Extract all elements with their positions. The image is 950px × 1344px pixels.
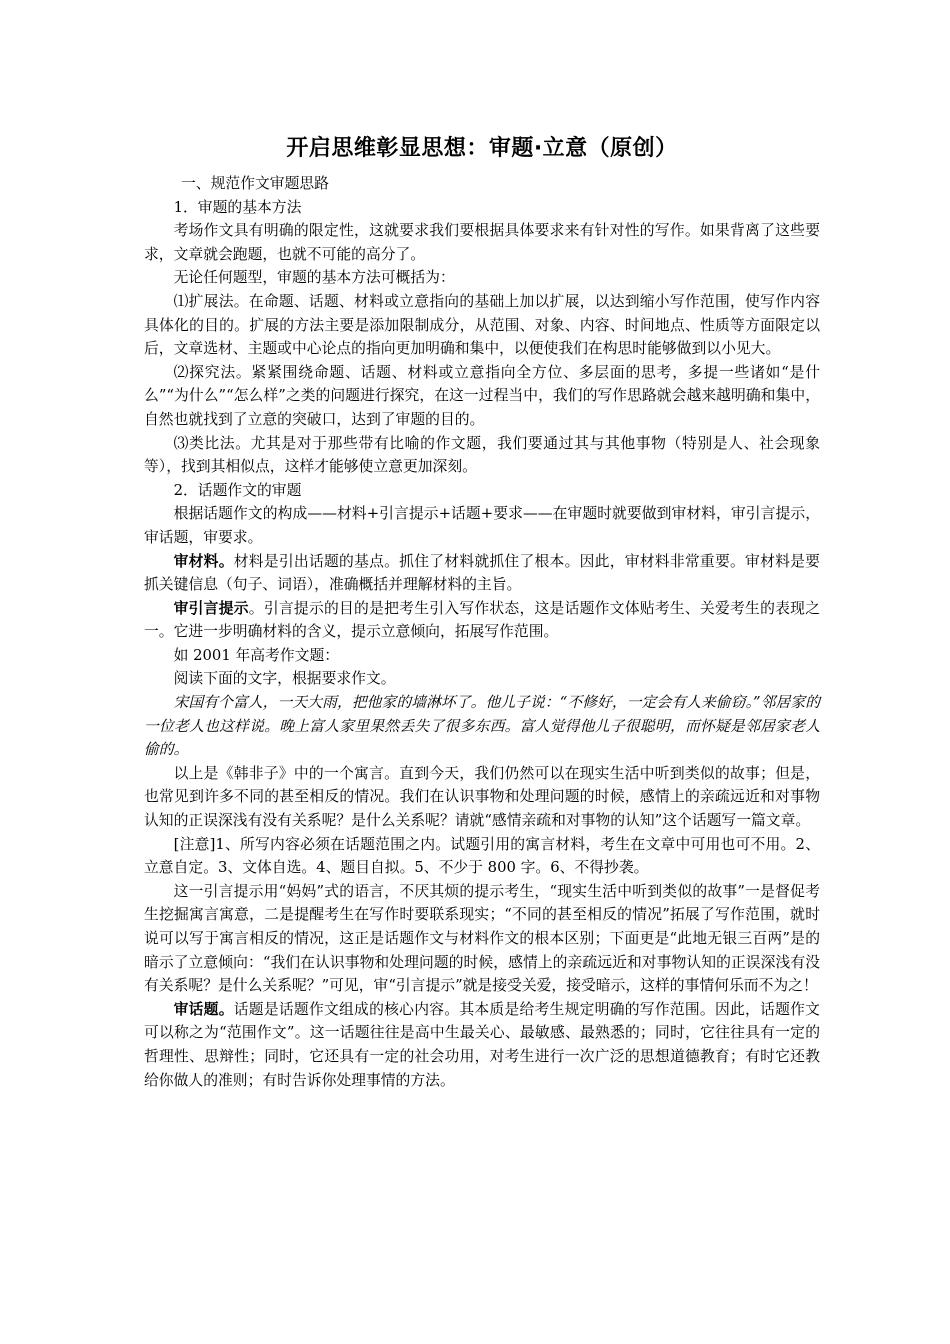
bold-lead: 审话题。 — [173, 1000, 234, 1018]
paragraph: ⑴扩展法。在命题、话题、材料或立意指向的基础上加以扩展，以达到缩小写作范围，使写作内容具体化的目的。扩展的方法主要是添加限制成分，从范围、对象、内容、时间地点、性质等方面限定以后，文章选材、主题或中心论点的指向更加明确和集中，以便使我们在构思时能够做到以小见大。 — [144, 292, 820, 358]
subsection-heading: 1．审题的基本方法 — [173, 198, 302, 216]
paragraph — [144, 998, 820, 1092]
paragraph-text: 材料是引出话题的基点。抓住了材料就抓住了根本。因此，审材料非常重要。审材料是要抓关键信息（句子、词语），准确概括并理解材料的主旨。 — [144, 552, 820, 594]
bold-lead: 审引言提示 — [173, 599, 249, 617]
paragraph: ⑶类比法。尤其是对于那些带有比喻的作文题，我们要通过其与其他事物（特别是人、社会现象等），找到其相似点，这样才能够使立意更加深刻。 — [144, 434, 820, 476]
document-page — [144, 132, 820, 1092]
paragraph: [注意]1、所写内容必须在话题范围之内。试题引用的寓言材料，考生在文章中可用也可不用。2、立意自定。3、文体自选。4、题目自拟。5、不少于 800 字。6、不得抄袭。 — [144, 835, 820, 877]
paragraph: 阅读下面的文字，根据要求作文。 — [173, 670, 396, 688]
paragraph-text: 话题是话题作文组成的核心内容。其本质是给考生规定明确的写作范围。因此，话题作文可以称之为“范围作文”。这一话题往往是高中生最关心、最敏感、最熟悉的；同时，它往往具有一定的哲理性、思辩性；同时，它还具有一定的社会功用，对考生进行一次广泛的思想道德教育；有时它还教给你做人的准则；有时告诉你处理事情的方法。 — [144, 1000, 820, 1089]
paragraph: 以上是《韩非子》中的一个寓言。直到今天，我们仍然可以在现实生活中听到类似的故事；但是，也常见到许多不同的甚至相反的情况。我们在认识事物和处理问题的时候，感情上的亲疏远近和对事物认知的正误深浅有没有关系呢？是什么关系呢？请就“感情亲疏和对事物的认知”这个话题写一篇文章。 — [144, 764, 820, 830]
paragraph: 这一引言提示用“妈妈”式的语言，不厌其烦的提示考生，“现实生活中听到类似的故事”一是督促考生挖掘寓言寓意，二是提醒考生在写作时要联系现实；“不同的甚至相反的情况”拓展了写作范围，就时说可以写于寓言相反的情况，这正是话题作文与材料作文的根本区别；下面更是“此地无银三百两”是的暗示了立意倾向：“我们在认识事物和处理问题的时候，感情上的亲疏远近和对事物认知的正误深浅有没有关系呢？是什么关系呢？”可见，审“引言提示”就是接受关爱，接受暗示，这样的事情何乐而不为之！ — [144, 882, 820, 995]
paragraph: 无论任何题型，审题的基本方法可概括为： — [173, 269, 455, 287]
paragraph — [144, 550, 820, 597]
paragraph: 如 2001 年高考作文题： — [173, 646, 340, 664]
paragraph — [144, 597, 820, 644]
paragraph-text: 。引言提示的目的是把考生引入写作状态，这是话题作文体贴考生、关爱考生的表现之一。它进一步明确材料的含义，提示立意倾向，拓展写作范围。 — [144, 599, 820, 641]
subsection-heading: 2．话题作文的审题 — [173, 481, 302, 499]
paragraph: 考场作文具有明确的限定性，这就要求我们要根据具体要求来有针对性的写作。如果背离了这些要求，文章就会跑题，也就不可能的高分了。 — [144, 222, 820, 263]
section-heading: 一、规范作文审题思路 — [181, 175, 329, 192]
quoted-fable: 宋国有个富人，一天大雨，把他家的墙淋坏了。他儿子说：“不修好，一定会有人来偷窃。”邻居家的一位老人也这样说。晚上富人家里果然丢失了很多东西。富人觉得他儿子很聪明，而怀疑是邻居家老人偷的。 — [144, 694, 820, 759]
paragraph: ⑵探究法。紧紧围绕命题、话题、材料或立意指向全方位、多层面的思考，多提一些诸如“是什么”“为什么”“怎么样”之类的问题进行探究，在这一过程当中，我们的写作思路就会越来越明确和集中，自然也就找到了立意的突破口，达到了审题的目的。 — [144, 363, 820, 428]
document-title: 开启思维彰显思想：审题·立意（原创） — [286, 136, 678, 161]
paragraph: 根据话题作文的构成——材料+引言提示+话题+要求——在审题时就要做到审材料，审引言提示，审话题，审要求。 — [144, 505, 820, 546]
bold-lead: 审材料。 — [173, 552, 234, 570]
